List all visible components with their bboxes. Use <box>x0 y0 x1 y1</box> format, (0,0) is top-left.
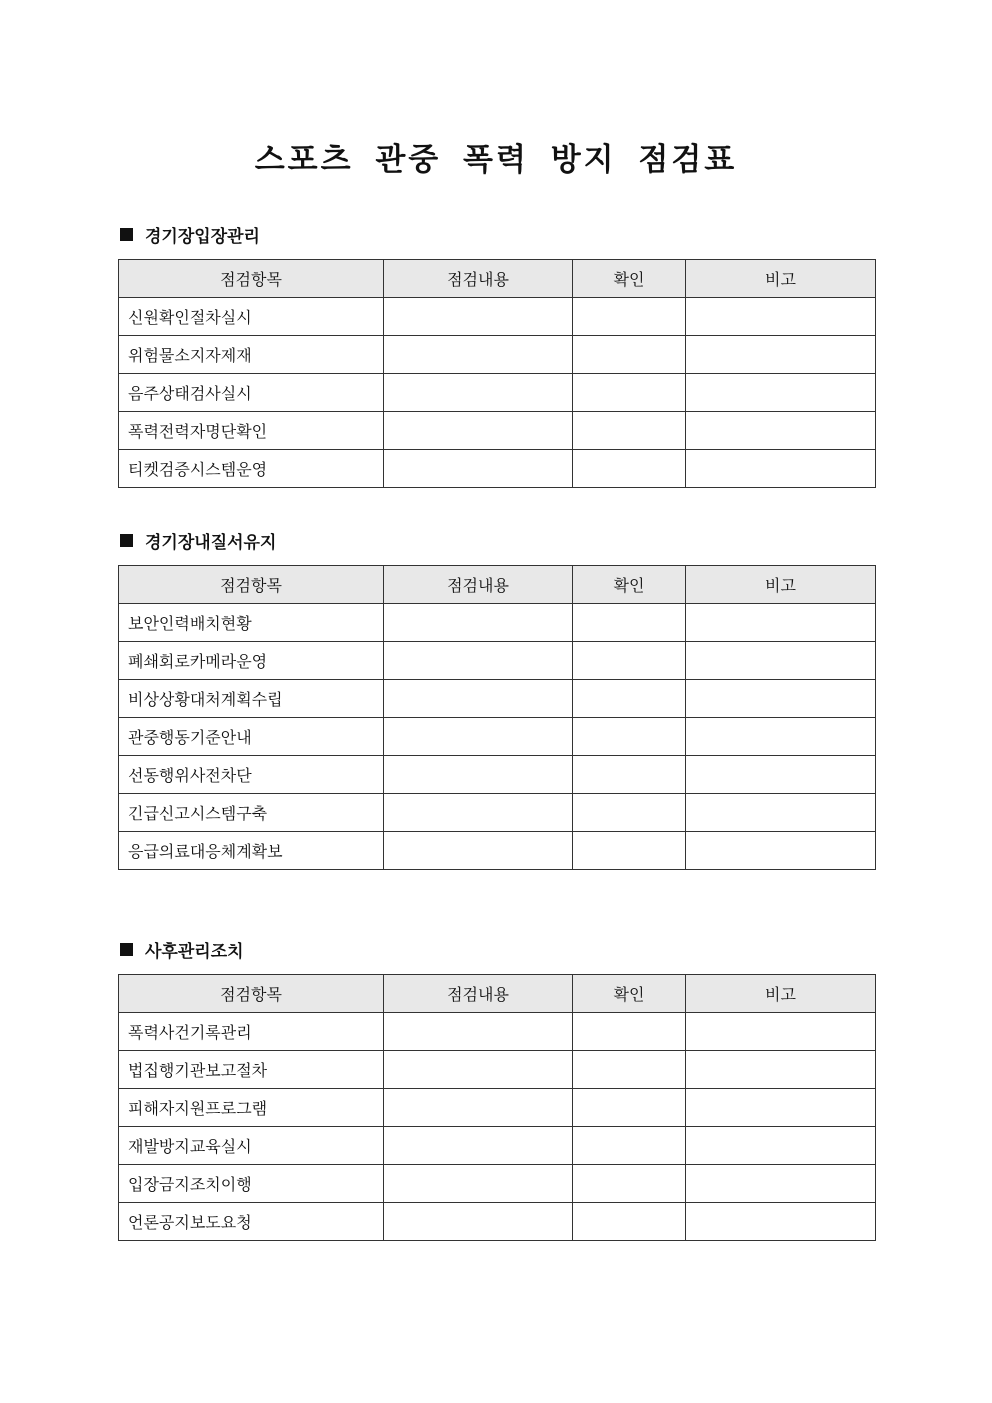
note-cell[interactable] <box>686 680 876 718</box>
table-row <box>119 832 876 870</box>
content-cell[interactable] <box>384 336 573 374</box>
section-entrance-management <box>118 222 875 488</box>
check-cell[interactable] <box>573 718 686 756</box>
item-cell: 폭력전력자명단확인 <box>119 412 384 450</box>
check-cell[interactable] <box>573 1203 686 1241</box>
content-cell[interactable] <box>384 1203 573 1241</box>
table-header-row <box>119 975 876 1013</box>
content-cell[interactable] <box>384 604 573 642</box>
note-cell[interactable] <box>686 1051 876 1089</box>
note-cell[interactable] <box>686 1089 876 1127</box>
check-cell[interactable] <box>573 336 686 374</box>
table-row <box>119 604 876 642</box>
content-cell[interactable] <box>384 642 573 680</box>
content-cell[interactable] <box>384 832 573 870</box>
table-header-row <box>119 566 876 604</box>
header-check: 확인 <box>573 975 686 1013</box>
header-check: 확인 <box>573 566 686 604</box>
table-row <box>119 642 876 680</box>
header-content: 점검내용 <box>384 260 573 298</box>
table-row <box>119 718 876 756</box>
content-cell[interactable] <box>384 1051 573 1089</box>
check-cell[interactable] <box>573 1127 686 1165</box>
note-cell[interactable] <box>686 718 876 756</box>
content-cell[interactable] <box>384 794 573 832</box>
table-header-row <box>119 260 876 298</box>
item-cell: 피해자지원프로그램 <box>119 1089 384 1127</box>
table-row <box>119 794 876 832</box>
square-bullet-icon <box>120 228 133 241</box>
check-cell[interactable] <box>573 1013 686 1051</box>
table-row <box>119 1089 876 1127</box>
item-cell: 긴급신고시스템구축 <box>119 794 384 832</box>
section-heading <box>118 528 875 552</box>
content-cell[interactable] <box>384 1127 573 1165</box>
header-content: 점검내용 <box>384 975 573 1013</box>
note-cell[interactable] <box>686 794 876 832</box>
section-order-maintenance <box>118 528 875 870</box>
table-row <box>119 298 876 336</box>
table-row <box>119 412 876 450</box>
item-cell: 재발방지교육실시 <box>119 1127 384 1165</box>
table-row <box>119 680 876 718</box>
check-cell[interactable] <box>573 450 686 488</box>
header-note: 비고 <box>686 975 876 1013</box>
page-title: 스포츠 관중 폭력 방지 점검표 <box>254 142 738 178</box>
check-cell[interactable] <box>573 794 686 832</box>
item-cell: 보안인력배치현황 <box>119 604 384 642</box>
item-cell: 응급의료대응체계확보 <box>119 832 384 870</box>
content-cell[interactable] <box>384 298 573 336</box>
header-item: 점검항목 <box>119 975 384 1013</box>
check-cell[interactable] <box>573 604 686 642</box>
content-cell[interactable] <box>384 1089 573 1127</box>
section-heading <box>118 937 875 961</box>
checklist-table <box>118 974 876 1241</box>
content-cell[interactable] <box>384 450 573 488</box>
item-cell: 티켓검증시스템운영 <box>119 450 384 488</box>
table-row <box>119 450 876 488</box>
table-row <box>119 1165 876 1203</box>
check-cell[interactable] <box>573 1089 686 1127</box>
item-cell: 언론공지보도요청 <box>119 1203 384 1241</box>
table-row <box>119 374 876 412</box>
content-cell[interactable] <box>384 718 573 756</box>
square-bullet-icon <box>120 943 133 956</box>
section-heading-text: 경기장내질서유지 <box>145 532 277 553</box>
content-cell[interactable] <box>384 680 573 718</box>
note-cell[interactable] <box>686 1165 876 1203</box>
table-row <box>119 1203 876 1241</box>
note-cell[interactable] <box>686 1127 876 1165</box>
check-cell[interactable] <box>573 1165 686 1203</box>
item-cell: 위험물소지자제재 <box>119 336 384 374</box>
check-cell[interactable] <box>573 374 686 412</box>
note-cell[interactable] <box>686 450 876 488</box>
table-row <box>119 1127 876 1165</box>
note-cell[interactable] <box>686 298 876 336</box>
note-cell[interactable] <box>686 642 876 680</box>
header-item: 점검항목 <box>119 566 384 604</box>
note-cell[interactable] <box>686 1203 876 1241</box>
check-cell[interactable] <box>573 642 686 680</box>
item-cell: 비상상황대처계획수립 <box>119 680 384 718</box>
check-cell[interactable] <box>573 298 686 336</box>
check-cell[interactable] <box>573 832 686 870</box>
check-cell[interactable] <box>573 756 686 794</box>
square-bullet-icon <box>120 534 133 547</box>
note-cell[interactable] <box>686 374 876 412</box>
item-cell: 법집행기관보고절차 <box>119 1051 384 1089</box>
header-note: 비고 <box>686 260 876 298</box>
item-cell: 입장금지조치이행 <box>119 1165 384 1203</box>
item-cell: 폐쇄회로카메라운영 <box>119 642 384 680</box>
header-note: 비고 <box>686 566 876 604</box>
content-cell[interactable] <box>384 1165 573 1203</box>
note-cell[interactable] <box>686 832 876 870</box>
note-cell[interactable] <box>686 336 876 374</box>
item-cell: 관중행동기준안내 <box>119 718 384 756</box>
item-cell: 선동행위사전차단 <box>119 756 384 794</box>
checklist-table <box>118 565 876 870</box>
content-cell[interactable] <box>384 412 573 450</box>
section-follow-up <box>118 937 875 1241</box>
note-cell[interactable] <box>686 412 876 450</box>
section-heading-text: 경기장입장관리 <box>145 226 260 247</box>
item-cell: 신원확인절차실시 <box>119 298 384 336</box>
item-cell: 음주상태검사실시 <box>119 374 384 412</box>
note-cell[interactable] <box>686 756 876 794</box>
header-content: 점검내용 <box>384 566 573 604</box>
checklist-table <box>118 259 876 488</box>
note-cell[interactable] <box>686 1013 876 1051</box>
table-row <box>119 1051 876 1089</box>
section-heading <box>118 222 875 246</box>
header-check: 확인 <box>573 260 686 298</box>
table-row <box>119 336 876 374</box>
item-cell: 폭력사건기록관리 <box>119 1013 384 1051</box>
content-cell[interactable] <box>384 1013 573 1051</box>
table-row <box>119 1013 876 1051</box>
header-item: 점검항목 <box>119 260 384 298</box>
table-row <box>119 756 876 794</box>
note-cell[interactable] <box>686 604 876 642</box>
check-cell[interactable] <box>573 412 686 450</box>
check-cell[interactable] <box>573 1051 686 1089</box>
content-cell[interactable] <box>384 374 573 412</box>
section-heading-text: 사후관리조치 <box>145 941 244 962</box>
content-cell[interactable] <box>384 756 573 794</box>
check-cell[interactable] <box>573 680 686 718</box>
